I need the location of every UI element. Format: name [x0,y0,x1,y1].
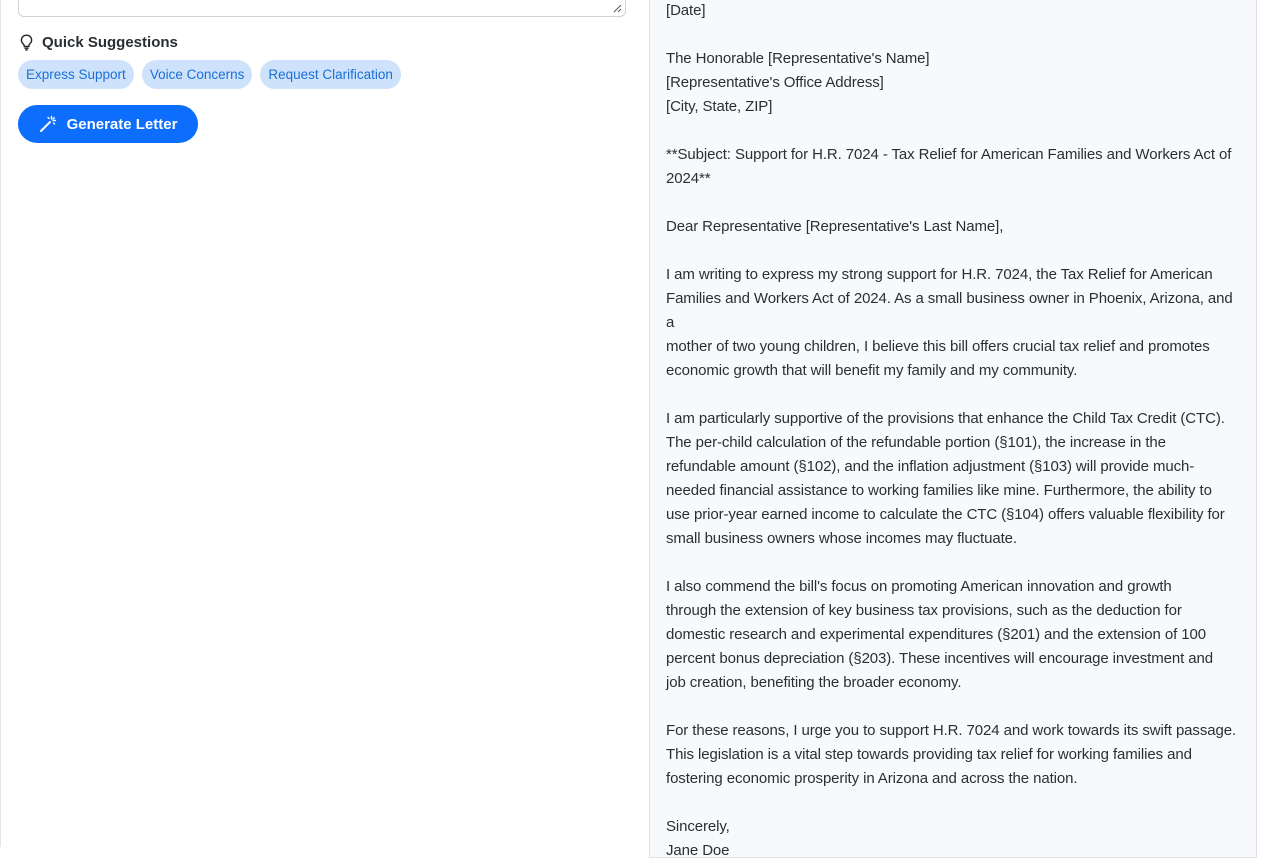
generate-letter-button[interactable] [18,105,198,143]
letter-paragraph-line: use prior-year earned income to calculate the CTC (§104) offers valuable flexibility for [666,506,1225,523]
letter-paragraph-line: For these reasons, I urge you to support H.R. 7024 and work towards its swift passage. [666,722,1237,739]
letter-address-line: [City, State, ZIP] [666,98,773,115]
letter-paragraph-line: needed financial assistance to working families like mine. Furthermore, the ability to [666,482,1212,499]
chip-express-support[interactable]: Express Support [18,60,134,89]
letter-paragraph-line: This legislation is a vital step towards providing tax relief for working families and [666,746,1192,763]
suggestion-chips [18,60,401,89]
quick-suggestions-title: Quick Suggestions [42,33,178,51]
resize-grip-icon[interactable] [613,4,622,13]
letter-paragraph-line: fostering economic prosperity in Arizona and across the nation. [666,770,1078,787]
chip-voice-concerns[interactable]: Voice Concerns [142,60,253,89]
letter-paragraph-line: domestic research and experimental expenditures (§201) and the extension of 100 [666,626,1206,643]
generated-letter [666,0,1240,863]
letter-paragraph-line: economic growth that will benefit my family and my community. [666,362,1078,379]
letter-paragraph-line: mother of two young children, I believe this bill offers crucial tax relief and promotes [666,338,1210,355]
letter-date: [Date] [666,2,706,19]
concerns-textarea[interactable] [18,0,626,17]
letter-address-line: [Representative's Office Address] [666,74,884,91]
letter-paragraph-line: I also commend the bill's focus on promoting American innovation and growth [666,578,1172,595]
letter-paragraph-line: Families and Workers Act of 2024. As a small business owner in Phoenix, Arizona, and a [666,290,1233,331]
letter-paragraph-line: small business owners whose incomes may fluctuate. [666,530,1017,547]
magic-wand-icon [39,115,57,133]
letter-paragraph-line: percent bonus depreciation (§203). These incentives will encourage investment and [666,650,1213,667]
chip-request-clarification[interactable]: Request Clarification [260,60,401,89]
letter-subject-line: **Subject: Support for H.R. 7024 - Tax Relief for American Families and Workers Act of [666,146,1232,163]
letter-paragraph-line: refundable amount (§102), and the inflation adjustment (§103) will provide much- [666,458,1195,475]
letter-paragraph-line: The per-child calculation of the refundable portion (§101), the increase in the [666,434,1166,451]
generate-letter-label: Generate Letter [66,115,178,133]
letter-address-line: The Honorable [Representative's Name] [666,50,930,67]
letter-subject-line: 2024** [666,170,711,187]
letter-paragraph-line: through the extension of key business tax provisions, such as the deduction for [666,602,1182,619]
quick-suggestions-header [19,31,178,53]
letter-paragraph-line: job creation, benefiting the broader economy. [666,674,962,691]
letter-closing: Sincerely, [666,818,730,835]
letter-paragraph-line: I am particularly supportive of the provisions that enhance the Child Tax Credit (CTC). [666,410,1225,427]
letter-salutation: Dear Representative [Representative's Last Name], [666,218,1004,235]
page-edge [1257,0,1266,847]
letter-paragraph-line: I am writing to express my strong support for H.R. 7024, the Tax Relief for American [666,266,1213,283]
lightbulb-icon [19,34,34,51]
letter-output-panel [649,0,1257,858]
letter-signature: Jane Doe [666,842,730,859]
